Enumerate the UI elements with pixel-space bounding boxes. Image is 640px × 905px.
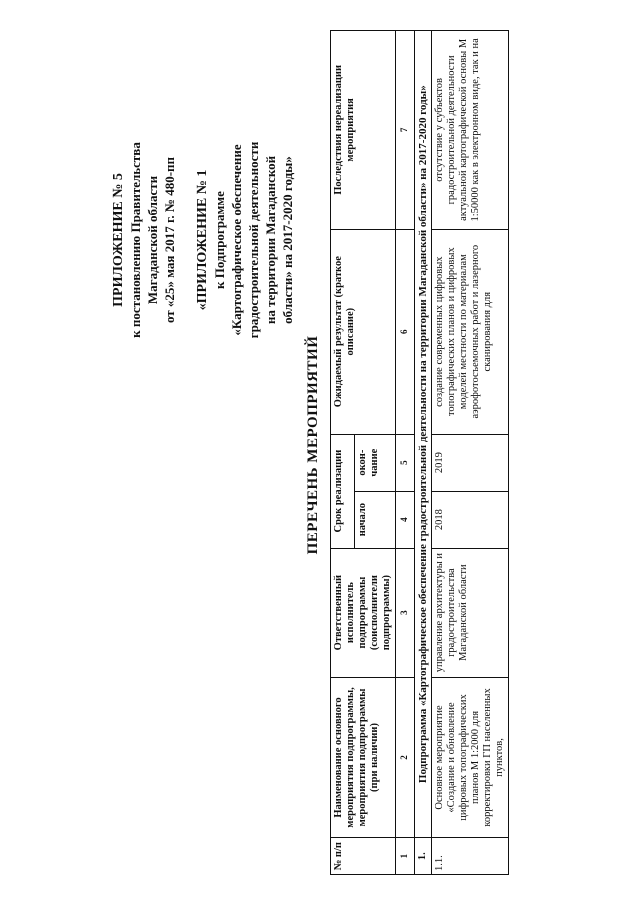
subprogram-num: 1. bbox=[415, 838, 432, 875]
index-cell: 3 bbox=[396, 548, 415, 677]
appendix-header bbox=[110, 115, 296, 365]
measures-table bbox=[330, 30, 509, 875]
header-start: начало bbox=[355, 491, 396, 548]
subprogram-line-2: «Картографическое обеспечение bbox=[229, 144, 244, 336]
subprogram-line-1: к Подпрограмме bbox=[212, 191, 227, 289]
resolution-line-1: к постановлению Правительства bbox=[128, 142, 143, 338]
header-end: окон-чание bbox=[355, 434, 396, 491]
subprogram-title: Подпрограмма «Картографическое обеспечение градостроительной деятельности на территории Магаданской области» на 2017-2020 годы» bbox=[415, 31, 432, 838]
table-row bbox=[432, 31, 509, 875]
row-num: 1.1. bbox=[432, 838, 509, 875]
row-responsible: управление архитектуры и градостроительства Магаданской области bbox=[432, 548, 509, 677]
index-cell: 2 bbox=[396, 677, 415, 838]
header-result: Ожидаемый результат (краткое описание) bbox=[331, 229, 396, 434]
table-header-row bbox=[331, 31, 355, 875]
subprogram-line-4: на территории Магаданской bbox=[263, 155, 278, 325]
resolution-line-3: от «25» мая 2017 г. № 480-пп bbox=[162, 156, 177, 324]
index-row bbox=[396, 31, 415, 875]
header-consequences: Последствия нереализации мероприятия bbox=[331, 31, 396, 230]
document-title: ПЕРЕЧЕНЬ МЕРОПРИЯТИЙ bbox=[305, 335, 321, 555]
subprogram-row bbox=[415, 31, 432, 875]
subprogram-line-3: градостроительной деятельности bbox=[246, 141, 261, 339]
row-end: 2019 bbox=[432, 434, 509, 491]
resolution-line-2: Магаданской области bbox=[145, 175, 160, 305]
header-name: Наименование основного мероприятия подпрограммы, мероприятия подпрограммы (при наличии) bbox=[331, 677, 396, 838]
index-cell: 5 bbox=[396, 434, 415, 491]
index-cell: 6 bbox=[396, 229, 415, 434]
subprogram-line-5: области» на 2017-2020 годы» bbox=[280, 156, 295, 324]
row-result: создание современных цифровых топографических планов и цифровых моделей местности по материалам аэрофотосъемочных работ и лазерного сканирования для bbox=[432, 229, 509, 434]
header-responsible: Ответственный исполнитель подпрограммы (соисполнители подпрограммы) bbox=[331, 548, 396, 677]
index-cell: 4 bbox=[396, 491, 415, 548]
appendix-5-label: ПРИЛОЖЕНИЕ № 5 bbox=[111, 173, 126, 307]
row-start: 2018 bbox=[432, 491, 509, 548]
appendix-1-label: «ПРИЛОЖЕНИЕ № 1 bbox=[195, 169, 210, 311]
index-cell: 7 bbox=[396, 31, 415, 230]
header-num: № п/п bbox=[331, 838, 396, 875]
header-term: Срок реализации bbox=[331, 434, 355, 548]
row-consequences: отсутствие у субъектов градостроительной деятельности актуальной картографической основы М 1:50000 как в электронном виде, так и на bbox=[432, 31, 509, 230]
index-cell: 1 bbox=[396, 838, 415, 875]
row-name: Основное мероприятие «Создание и обновление цифровых топографических планов М 1:2000 для корректировки ГП населенных пунктов, bbox=[432, 677, 509, 838]
